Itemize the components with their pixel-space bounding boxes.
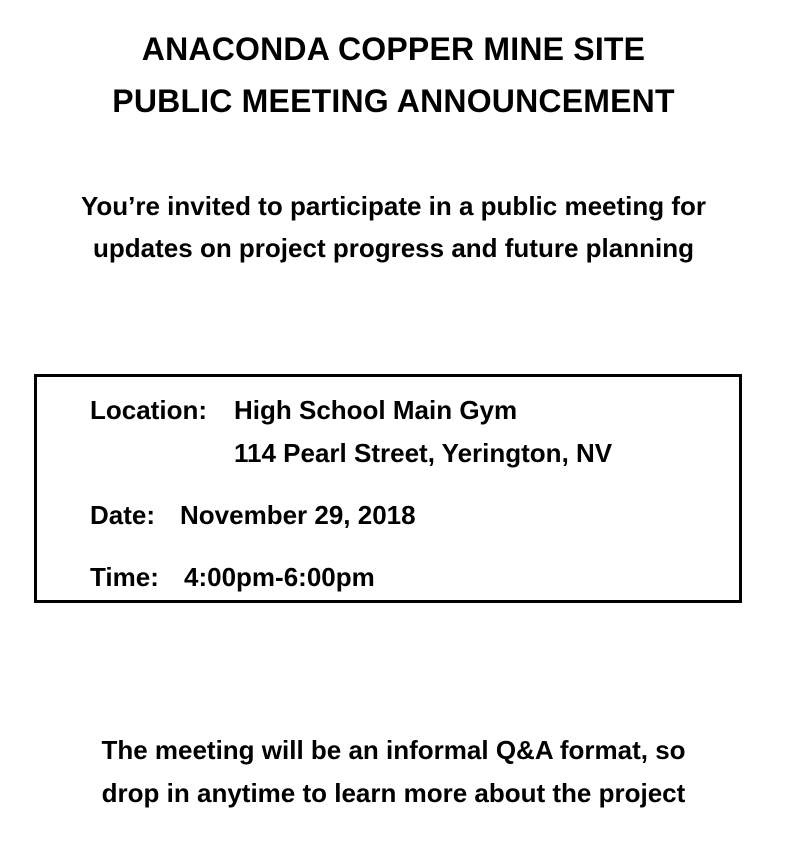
- intro-line-1: You’re invited to participate in a public meeting for: [80, 191, 707, 221]
- location-venue: High School Main Gym: [234, 395, 518, 425]
- announcement-title-line-2: PUBLIC MEETING ANNOUNCEMENT: [112, 83, 675, 119]
- meeting-details-box: [34, 374, 742, 603]
- closing-line-2: drop in anytime to learn more about the project: [101, 778, 686, 808]
- time-label: Time:: [90, 562, 159, 592]
- closing-line-1: The meeting will be an informal Q&A format, so: [101, 735, 686, 765]
- intro-line-2: updates on project progress and future planning: [93, 233, 694, 263]
- location-label: Location:: [90, 395, 207, 425]
- date-label: Date:: [90, 500, 156, 530]
- date-value: November 29, 2018: [180, 500, 416, 530]
- location-address: 114 Pearl Street, Yerington, NV: [234, 438, 613, 468]
- time-value: 4:00pm-6:00pm: [184, 562, 375, 592]
- announcement-title-line-1: ANACONDA COPPER MINE SITE: [141, 31, 646, 67]
